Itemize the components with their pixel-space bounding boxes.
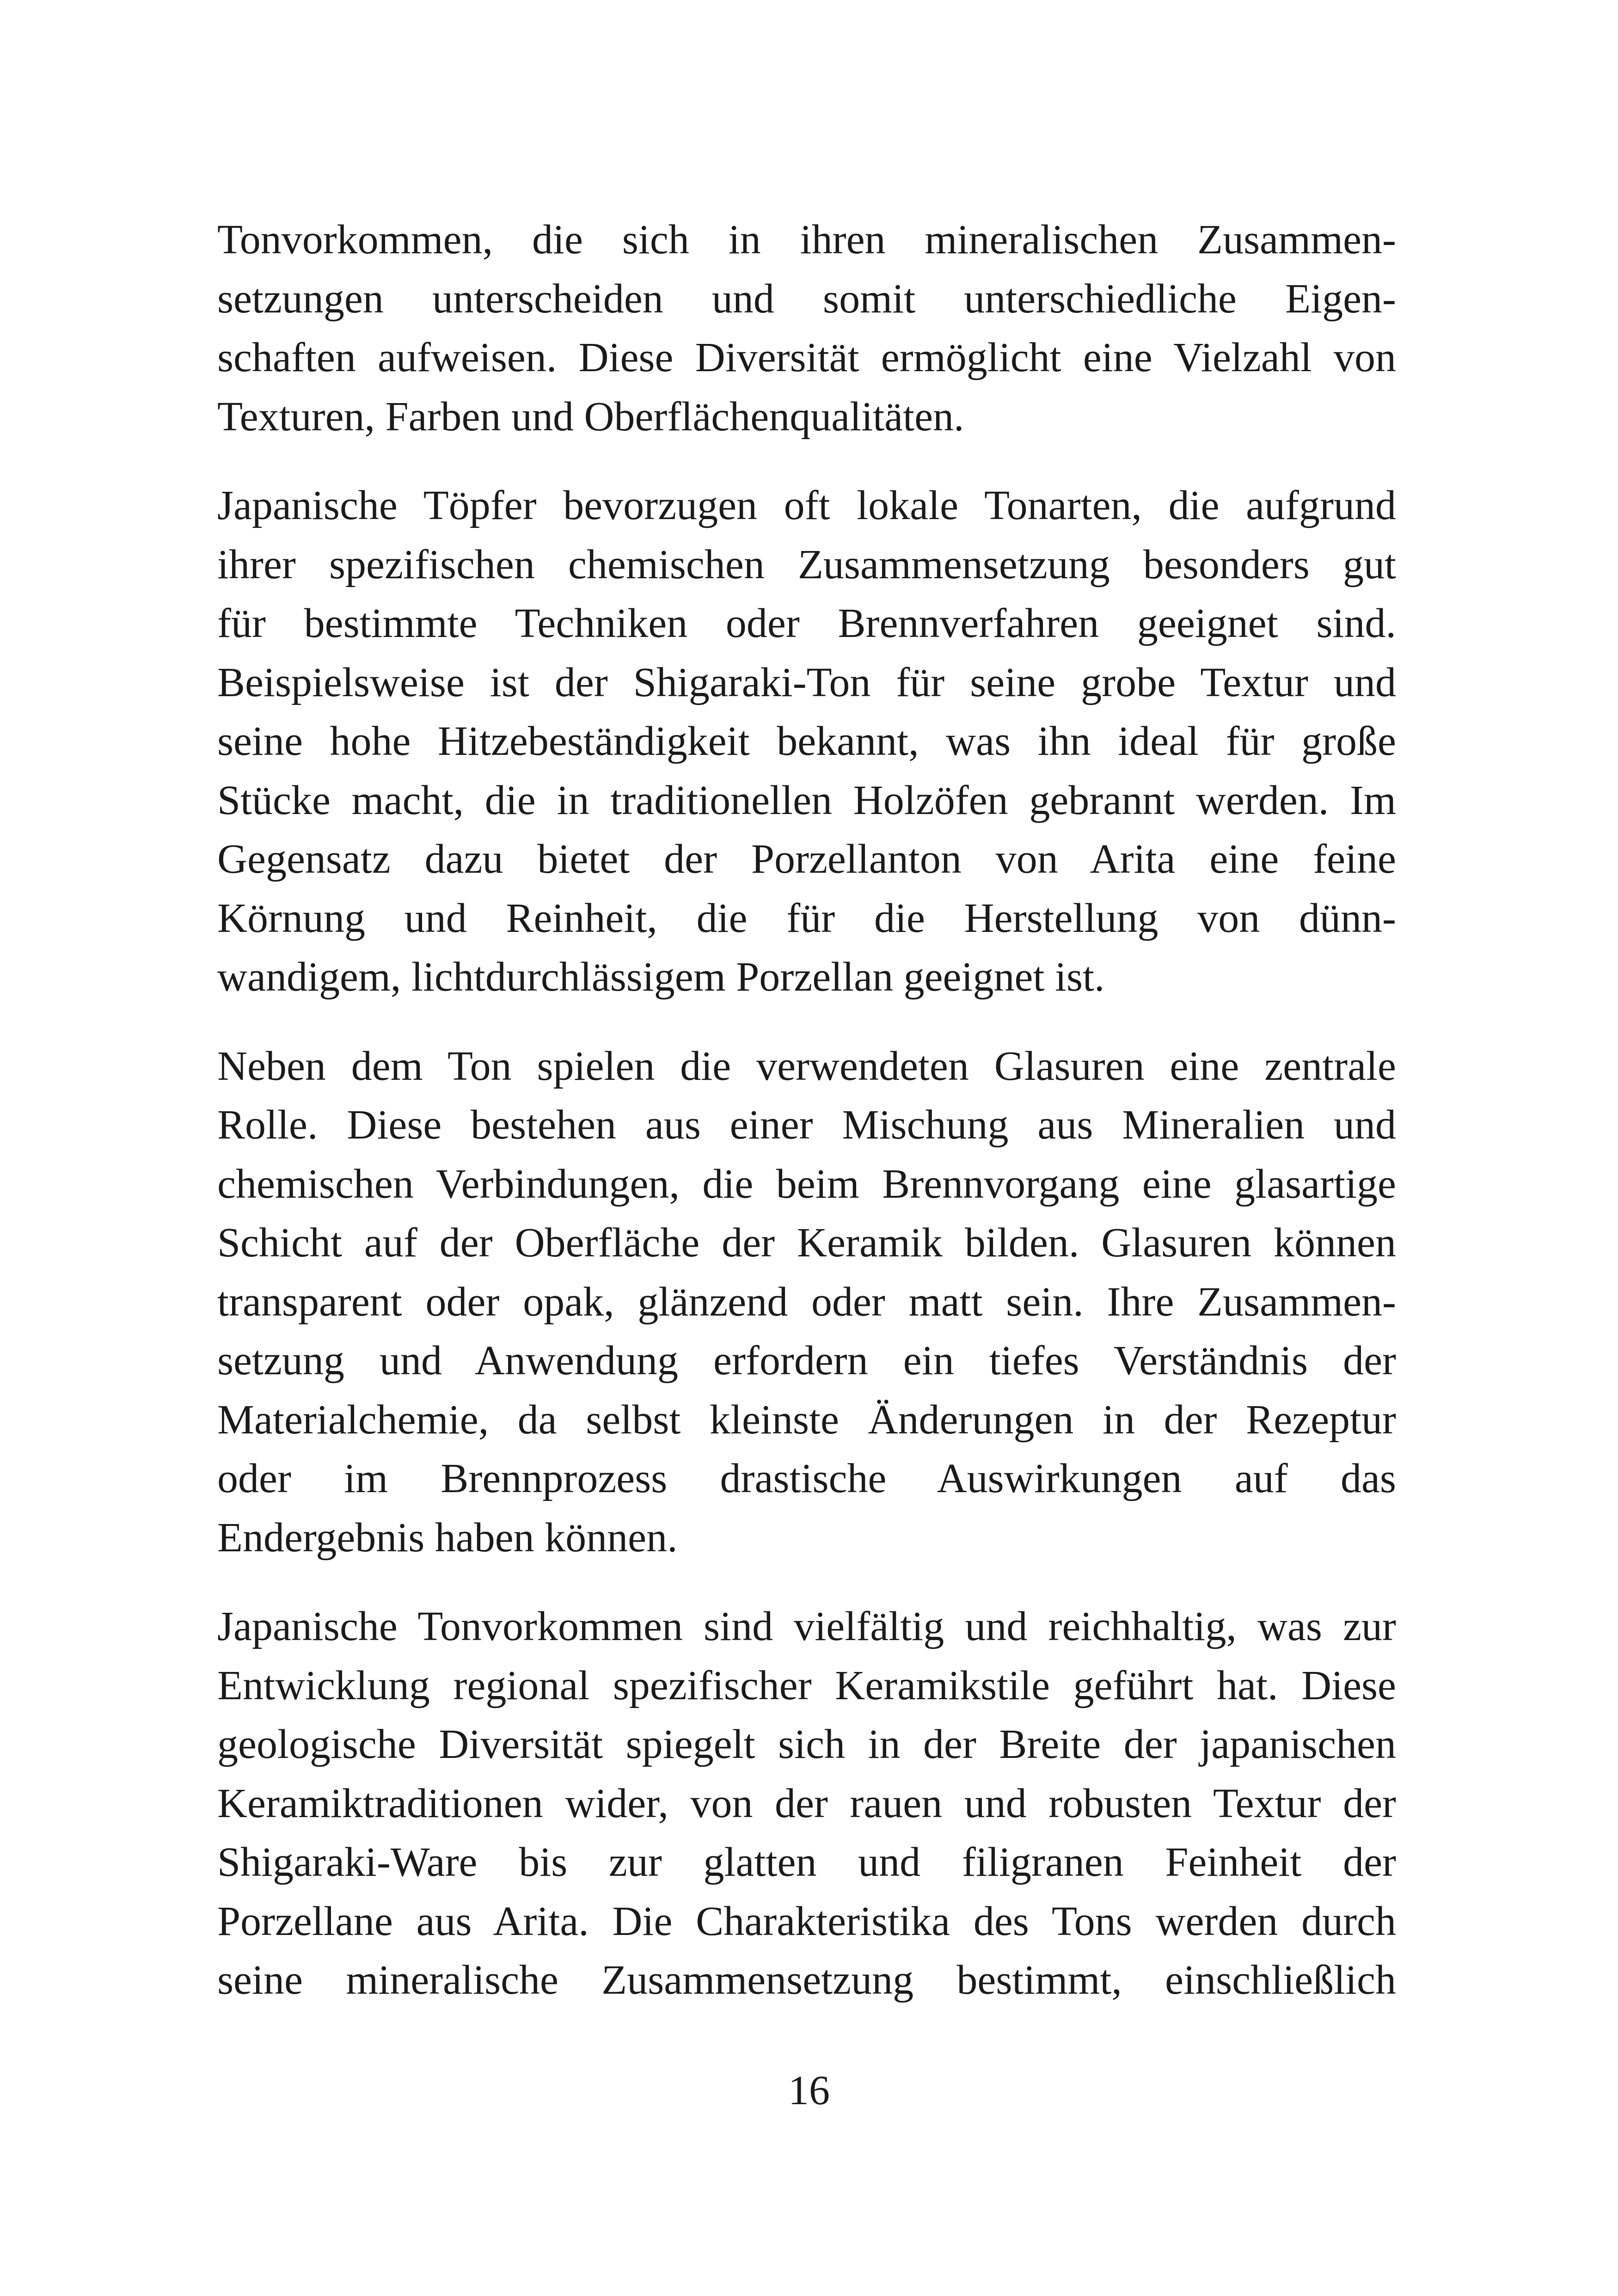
text-line: schaften aufweisen. Diese Diversität ermöglicht eine Vielzahl von [217, 335, 1396, 380]
text-line: seine hohe Hitzebeständigkeit bekannt, was ihn ideal für große [217, 718, 1396, 764]
page-number: 16 [788, 2068, 830, 2113]
text-line: Porzellane aus Arita. Die Charakteristika des Tons werden durch [217, 1898, 1396, 1944]
text-line: setzung und Anwendung erfordern ein tiefes Verständnis der [217, 1338, 1396, 1384]
paragraph-2 [217, 476, 1396, 1007]
text-line: Materialchemie, da selbst kleinste Änderungen in der Rezeptur [217, 1396, 1396, 1443]
text-line: seine mineralische Zusammensetzung bestimmt, einschließlich [217, 1957, 1396, 2003]
paragraph-1 [217, 210, 1396, 446]
paragraph-3 [217, 1037, 1396, 1567]
text-line: Endergebnis haben können. [217, 1514, 678, 1561]
text-line: wandigem, lichtdurchlässigem Porzellan geeignet ist. [217, 954, 1105, 1000]
text-line: Beispielsweise ist der Shigaraki-Ton für seine grobe Textur und [217, 659, 1396, 705]
text-line: Entwicklung regional spezifischer Keramikstile geführt hat. Diese [217, 1662, 1396, 1708]
text-line: transparent oder opak, glänzend oder matt sein. Ihre Zusammen- [217, 1279, 1396, 1325]
text-line: für bestimmte Techniken oder Brennverfahren geeignet sind. [217, 600, 1396, 646]
text-line: Schicht auf der Oberfläche der Keramik bilden. Glasuren können [217, 1220, 1396, 1266]
text-line: Keramiktraditionen wider, von der rauen und robusten Textur der [217, 1780, 1396, 1826]
body-text [217, 210, 1396, 2040]
text-line: Körnung und Reinheit, die für die Herstellung von dünn- [217, 895, 1396, 941]
text-line: Japanische Töpfer bevorzugen oft lokale Tonarten, die aufgrund [217, 483, 1396, 528]
text-line: Stücke macht, die in traditionellen Holzöfen gebrannt werden. Im [217, 777, 1396, 823]
text-line: chemischen Verbindungen, die beim Brennvorgang eine glasartige [217, 1161, 1396, 1207]
text-line: Gegensatz dazu bietet der Porzellanton von Arita eine feine [217, 836, 1396, 882]
text-line: geologische Diversität spiegelt sich in der Breite der japanischen [217, 1721, 1396, 1767]
text-line: Japanische Tonvorkommen sind vielfältig und reichhaltig, was zur [217, 1604, 1396, 1649]
text-line: Rolle. Diese bestehen aus einer Mischung aus Mineralien und [217, 1102, 1396, 1148]
text-line: ihrer spezifischen chemischen Zusammensetzung besonders gut [217, 541, 1396, 588]
paragraph-4 [217, 1597, 1396, 2010]
text-line: Tonvorkommen, die sich in ihren mineralischen Zusammen- [217, 217, 1396, 263]
text-line: Shigaraki-Ware bis zur glatten und filigranen Feinheit der [217, 1839, 1396, 1885]
text-line: oder im Brennprozess drastische Auswirkungen auf das [217, 1456, 1396, 1501]
text-line: Neben dem Ton spielen die verwendeten Glasuren eine zentrale [217, 1043, 1396, 1089]
text-line: Texturen, Farben und Oberflächenqualitäten. [217, 393, 964, 440]
text-line: setzungen unterscheiden und somit unterschiedliche Eigen- [217, 276, 1396, 322]
